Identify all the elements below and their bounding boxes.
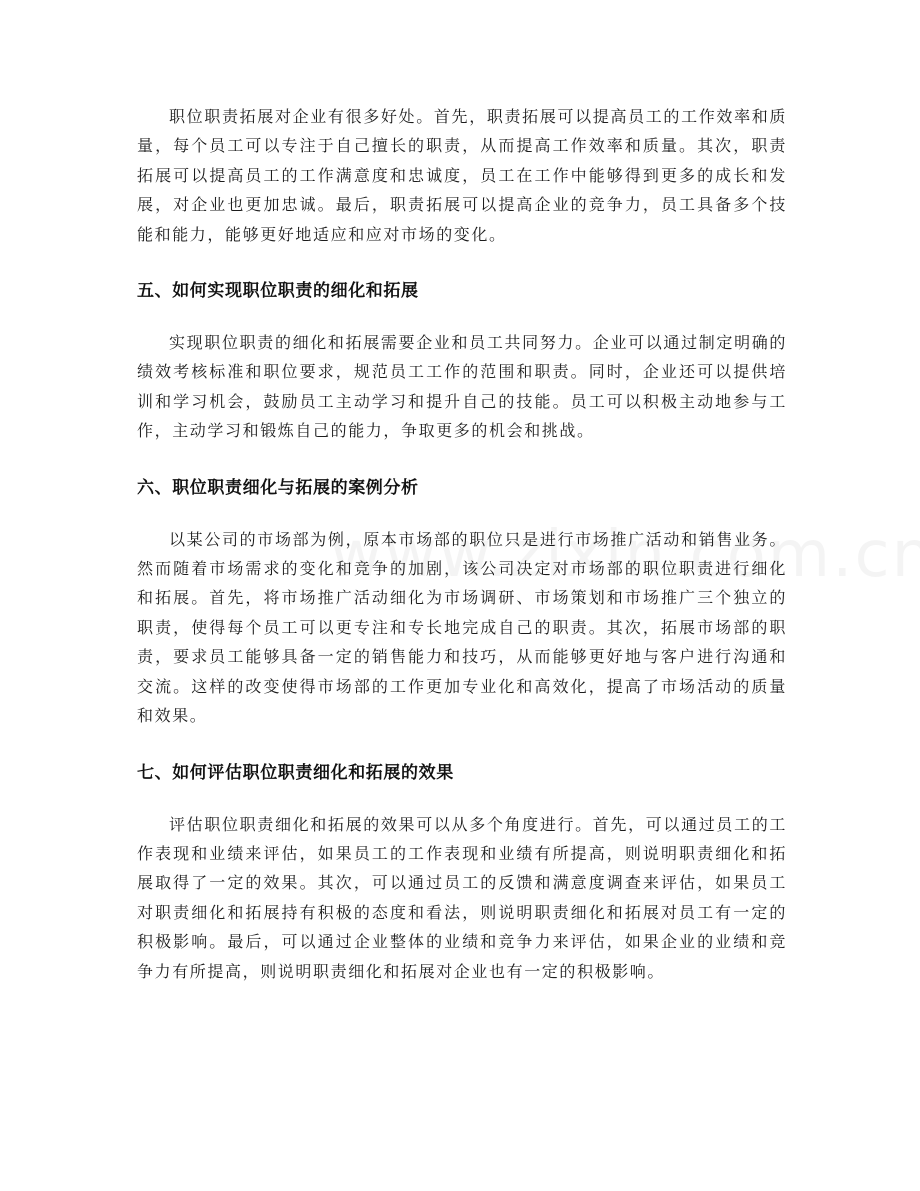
paragraph-benefits: 职位职责拓展对企业有很多好处。首先，职责拓展可以提高员工的工作效率和质量，每个员工可以专注于自己擅长的职责，从而提高工作效率和质量。其次，职责拓展可以提高员工的工作满意度和忠诚度，员工在工作中能够得到更多的成长和发展，对企业也更加忠诚。最后，职责拓展可以提高企业的竞争力，员工具备多个技能和能力，能够更好地适应和应对市场的变化。: [137, 107, 787, 244]
paragraph-case-study: 以某公司的市场部为例，原本市场部的职位只是进行市场推广活动和销售业务。然而随着市场需求的变化和竞争的加剧，该公司决定对市场部的职位职责进行细化和拓展。首先，将市场推广活动细化为市场调研、市场策划和市场推广三个独立的职责，使得每个员工可以更专注和专长地完成自己的职责。其次，拓展市场部的职责，要求员工能够具备一定的销售能力和技巧，从而能够更好地与客户进行沟通和交流。这样的改变使得市场部的工作更加专业化和高效化，提高了市场活动的质量和效果。: [137, 529, 787, 726]
paragraph-implementation: 实现职位职责的细化和拓展需要企业和员工共同努力。企业可以通过制定明确的绩效考核标准和职位要求，规范员工工作的范围和职责。同时，企业还可以提供培训和学习机会，鼓励员工主动学习和提升自己的技能。员工可以积极主动地参与工作，主动学习和锻炼自己的能力，争取更多的机会和挑战。: [137, 333, 787, 441]
section-heading-6: 六、职位职责细化与拓展的案例分析: [137, 477, 419, 498]
section-heading-7: 七、如何评估职位职责细化和拓展的效果: [137, 762, 454, 783]
section-heading-5: 五、如何实现职位职责的细化和拓展: [137, 281, 419, 302]
paragraph-evaluation: 评估职位职责细化和拓展的效果可以从多个角度进行。首先，可以通过员工的工作表现和业绩来评估，如果员工的工作表现和业绩有所提高，则说明职责细化和拓展取得了一定的效果。其次，可以通过员工的反馈和满意度调查来评估，如果员工对职责细化和拓展持有积极的态度和看法，则说明职责细化和拓展对员工有一定的积极影响。最后，可以通过企业整体的业绩和竞争力来评估，如果企业的业绩和竞争力有所提高，则说明职责细化和拓展对企业也有一定的积极影响。: [137, 814, 787, 981]
document-body: [137, 102, 787, 986]
